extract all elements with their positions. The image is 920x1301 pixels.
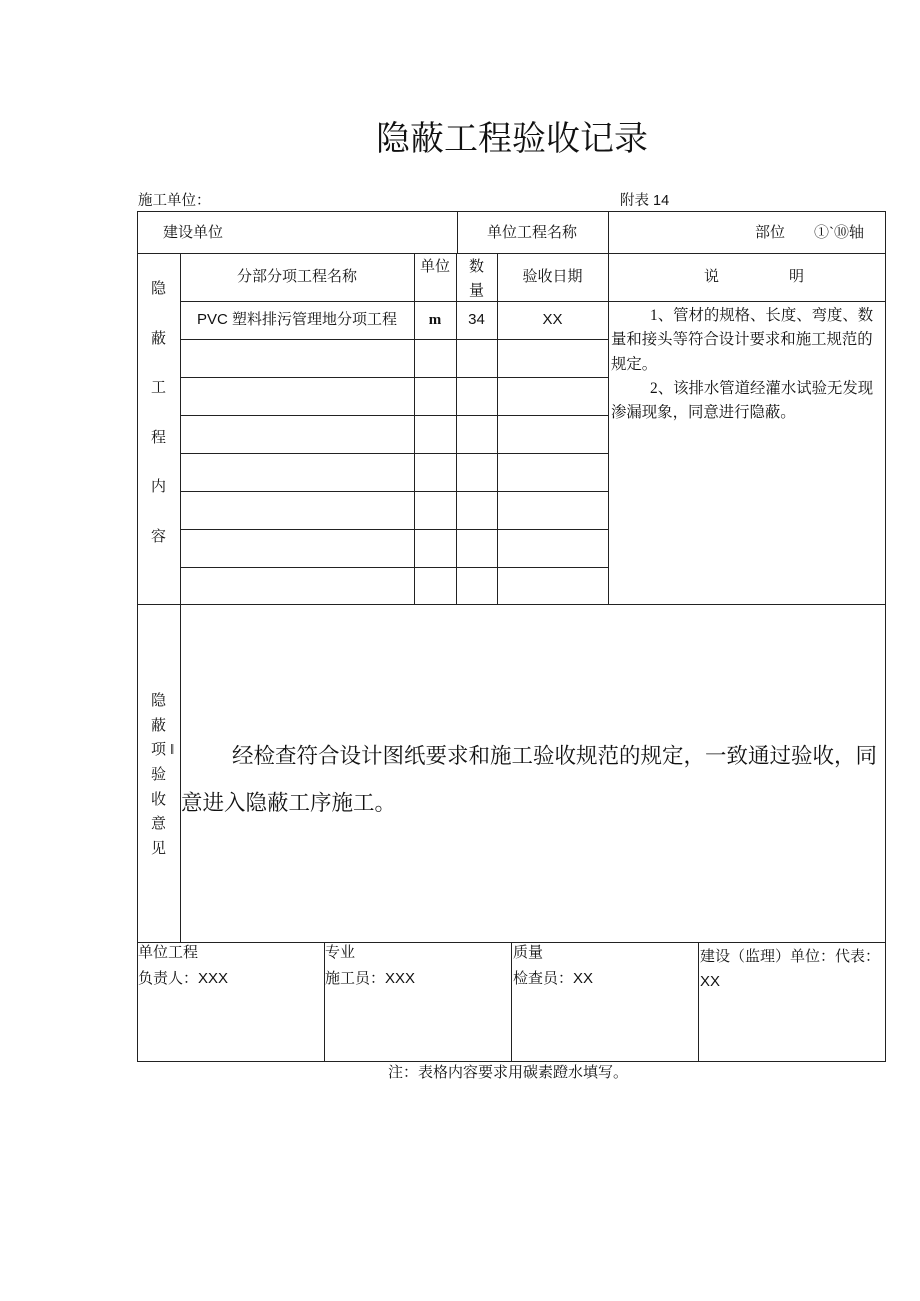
opinion-text: 经检查符合设计图纸要求和施工验收规范的规定，一致通过验收，同意进入隐蔽工序施工。 — [181, 744, 878, 815]
notes-block — [611, 304, 879, 425]
table-line — [698, 942, 699, 1062]
project-name-label: 单位工程名称 — [487, 225, 578, 241]
header-quantity: 数量 — [469, 259, 485, 299]
table-line — [180, 301, 886, 302]
table-line — [414, 253, 415, 604]
build-unit-label: 建设单位 — [163, 225, 224, 241]
row-quantity: 34 — [468, 311, 485, 328]
table-line — [180, 567, 608, 568]
signature-role: XX — [700, 973, 721, 990]
note-item: 2、该排水管道经灌水试验无发现渗漏现象，同意进行隐蔽。 — [611, 379, 874, 422]
signature-role: 负责人：XXX — [138, 970, 229, 987]
location-label: 部位 — [755, 225, 786, 241]
signature-title: 建设（监理）单位：代表： — [700, 949, 881, 965]
row-unit: m — [428, 312, 442, 328]
opinion-side-label: 隐蔽项验收意见 — [151, 693, 167, 858]
header-acceptance-date: 验收日期 — [522, 269, 583, 285]
table-line — [180, 491, 608, 492]
page-title: 隐蔽工程验收记录 — [376, 121, 648, 158]
signature-role: 检查员：XX — [513, 970, 594, 987]
appendix-label: 附表 14 — [620, 193, 670, 209]
header-notes: 说明 — [703, 269, 874, 285]
table-line — [180, 453, 608, 454]
signature-title: 专业 — [325, 945, 356, 961]
signature-title: 单位工程 — [138, 945, 199, 961]
construction-unit-label: 施工单位： — [138, 193, 211, 209]
signature-title: 质量 — [513, 945, 544, 961]
table-line — [180, 339, 608, 340]
header-unit: 单位 — [419, 259, 450, 275]
table-line — [180, 529, 608, 530]
table-line — [457, 211, 458, 253]
header-item-name: 分部分项工程名称 — [236, 269, 357, 285]
note-item: 1、管材的规格、长度、弯度、数量和接头等符合设计要求和施工规范的规定。 — [611, 307, 874, 373]
location-value: ①`⑩轴 — [814, 225, 864, 241]
table-line — [137, 253, 886, 254]
signature-role: 施工员：XXX — [325, 970, 416, 987]
table-line — [180, 377, 608, 378]
row-date: XX — [542, 311, 563, 328]
table-line — [137, 604, 886, 605]
table-line — [497, 253, 498, 604]
table-line — [180, 415, 608, 416]
table-line — [511, 942, 512, 1062]
content-side-label: 隐蔽工程内容 — [151, 281, 167, 545]
row-name: PVC 塑料排污管理地分项工程 — [196, 311, 397, 328]
table-line — [456, 253, 457, 604]
opinion-mark: ‖ — [170, 742, 175, 758]
table-line — [180, 253, 181, 942]
footnote: 注：表格内容要求用碳素蹬水填写。 — [388, 1065, 629, 1081]
